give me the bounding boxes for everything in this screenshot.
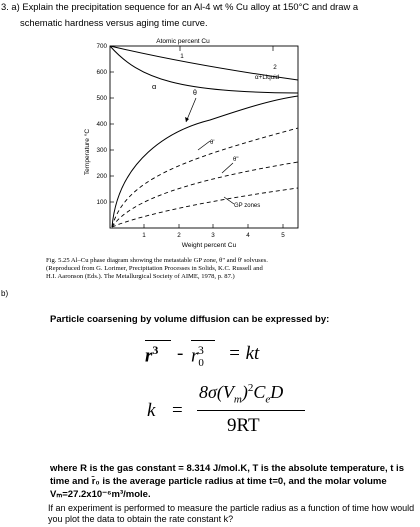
where-line-2: time and r̄₀ is the average particle radius at time t=0, and the molar volume (50, 476, 387, 487)
x-tick-label-2: 2 (177, 232, 181, 239)
eq2-equals: = (172, 400, 183, 421)
x-tick-label-4: 4 (246, 232, 250, 239)
final-question-line-1: If an experiment is performed to measure the particle radius as a function of time how would (48, 503, 415, 513)
alpha-solvus-line (112, 96, 298, 227)
y-tick-label-100: 100 (96, 199, 107, 206)
metastable-solvuses (112, 128, 298, 227)
coarsening-equation: $r^3$ - $r_0^3$ = kt (145, 340, 305, 372)
top-tick-label-1: 1 (180, 53, 184, 60)
where-line-3: Vₘ=27.2x10⁻⁶m³/mole. (50, 489, 151, 500)
theta-prime-pointer (198, 141, 210, 150)
rate-constant-equation (145, 378, 315, 444)
eq1-rhs: = kt (228, 343, 260, 364)
al-cu-phase-diagram (0, 30, 420, 255)
caption-line-1: Fig. 5.25 Al–Cu phase diagram showing the metastable GP zone, θ" and θ' solvuses. (46, 257, 268, 264)
y-tick-label-700: 700 (96, 43, 107, 50)
x-tick-label-3: 3 (211, 232, 215, 239)
theta-double-prime-label: θ" (233, 157, 239, 163)
question-a-line-1: 3. a) Explain the precipitation sequence for an Al-4 wt % Cu alloy at 150°C and draw a (1, 1, 359, 12)
caption-line-2: (Reproduced from G. Lorimer, Precipitation Processes in Solids, K.C. Russell and (46, 265, 263, 272)
theta-arrowhead (185, 117, 189, 122)
theta-label: θ (193, 90, 197, 97)
where-line-1: where R is the gas constant = 8.314 J/mol.K, T is the absolute temperature, t is (50, 463, 404, 474)
y-axis-label: Temperature °C (84, 128, 91, 176)
top-axis-label: Atomic percent Cu (156, 38, 210, 45)
final-question-line-2: you plot the data to obtain the rate constant k? (48, 514, 234, 524)
question-a-line-2: schematic hardness versus aging time curve. (20, 17, 208, 28)
part-b-label: b) (1, 289, 9, 298)
eq2-denominator: 9RT (227, 415, 260, 436)
x-tick-label-1: 1 (142, 232, 146, 239)
eq2-numerator: $8\sigma(V_m)^2C_eD$ (199, 382, 284, 406)
y-tick-label-500: 500 (96, 95, 107, 102)
theta-prime-solvus (112, 128, 298, 227)
gp-zones-pointer (224, 197, 234, 204)
gp-zones-label: GP zones (234, 203, 261, 209)
alpha-liquid-label: α+Liquid (255, 74, 280, 81)
theta-double-prime-pointer (222, 163, 233, 173)
gp-zone-solvus (112, 188, 298, 227)
eq2-fraction-bar (197, 410, 305, 411)
theta-prime-label: θ' (210, 140, 215, 146)
y-ticks (110, 46, 114, 202)
part-b-heading: Particle coarsening by volume diffusion can be expressed by: (50, 314, 330, 325)
y-tick-label-400: 400 (96, 121, 107, 128)
top-tick-label-2: 2 (273, 64, 277, 71)
x-ticks (144, 224, 283, 228)
x-axis-label: Weight percent Cu (181, 242, 237, 249)
y-tick-label-300: 300 (96, 147, 107, 154)
y-tick-label-600: 600 (96, 69, 107, 76)
y-tick-label-200: 200 (96, 173, 107, 180)
alpha-label: α (152, 82, 157, 91)
eq2-lhs: k (147, 400, 156, 421)
caption-line-3: H.I. Aaronson (Eds.). The Metallurgical Society of AIME, 1978, p. 87.) (46, 273, 235, 280)
solidus-line (110, 46, 298, 93)
x-tick-label-5: 5 (281, 232, 285, 239)
